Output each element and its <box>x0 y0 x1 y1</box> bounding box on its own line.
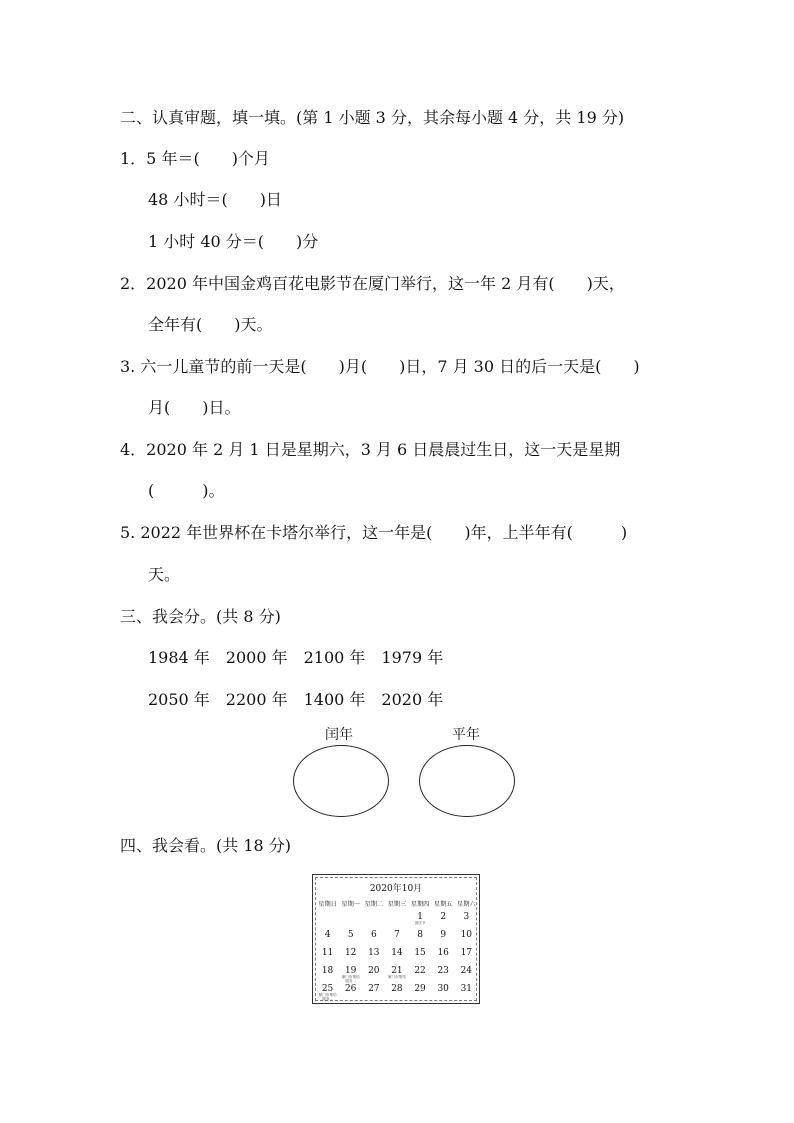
calendar-week-row <box>316 965 478 983</box>
calendar-day <box>339 929 362 947</box>
calendar-day-number: 19 <box>344 966 357 976</box>
calendar-day <box>316 929 339 947</box>
calendar-day-note: 厦门市集结 服务... <box>318 993 337 1001</box>
calendar-title: 2020年10月 <box>369 884 423 894</box>
calendar-day <box>432 965 455 983</box>
calendar-day <box>362 965 385 983</box>
calendar-day <box>409 965 432 983</box>
calendar-weekday: 星期五 <box>433 901 453 908</box>
leap-year-oval <box>293 745 389 817</box>
calendar-day <box>432 929 455 947</box>
calendar-day <box>432 911 455 929</box>
calendar-day <box>339 983 362 1001</box>
calendar-day-number: 15 <box>414 948 426 958</box>
calendar-day-number: 22 <box>414 966 426 976</box>
calendar-day <box>409 983 432 1001</box>
calendar-day-number: 29 <box>414 984 426 994</box>
section3-title: 三、我会分。(共 8 分) <box>120 607 281 626</box>
calendar-day-number: 4 <box>324 930 331 940</box>
q5-line1: 5. 2022 年世界杯在卡塔尔举行，这一年是( )年，上半年有( ) <box>120 523 628 542</box>
calendar-day-number: 5 <box>347 930 354 940</box>
calendar-day-note: 国庆节 <box>414 921 426 925</box>
calendar-day-number: 10 <box>460 930 473 940</box>
section2-title: 二、认真审题，填一填。(第 1 小题 3 分，其余每小题 4 分，共 19 分) <box>120 108 625 127</box>
calendar-week-row <box>316 911 478 929</box>
calendar-day <box>432 983 455 1001</box>
leap-year-label: 闰年 <box>325 727 353 743</box>
calendar-day-number: 2 <box>440 912 447 922</box>
calendar-day <box>316 947 339 965</box>
calendar-day-number: 12 <box>344 948 357 958</box>
years-row1: 1984 年 2000 年 2100 年 1979 年 <box>148 648 444 667</box>
calendar-day-number: 31 <box>460 984 473 994</box>
calendar-day-number: 11 <box>321 948 334 958</box>
calendar-day-number: 17 <box>460 948 473 958</box>
calendar-day <box>385 965 408 983</box>
calendar-day <box>409 911 432 929</box>
calendar-day-number: 25 <box>321 984 334 994</box>
calendar-day <box>385 911 408 929</box>
calendar-day <box>385 983 408 1001</box>
calendar-day-number: 3 <box>463 912 470 922</box>
calendar-week-row <box>316 947 478 965</box>
q4-line1: 4．2020 年 2 月 1 日是星期六，3 月 6 日晨晨过生日，这一天是星期 <box>120 440 621 459</box>
calendar-day-number: 24 <box>460 966 473 976</box>
calendar-day-note: 厦门市集结 ... <box>387 975 406 983</box>
calendar-day-number: 26 <box>344 984 357 994</box>
calendar-day-number: 27 <box>368 984 380 994</box>
calendar-weekday: 星期二 <box>364 901 384 908</box>
calendar-day <box>455 929 478 947</box>
calendar-day <box>432 947 455 965</box>
calendar-day-number: 6 <box>370 930 377 940</box>
calendar-day-note: 厦门市集结 服务... <box>341 975 360 983</box>
calendar-day <box>339 947 362 965</box>
calendar-day <box>362 929 385 947</box>
calendar-day-number: 9 <box>440 930 447 940</box>
calendar-weekday: 星期四 <box>410 901 430 908</box>
calendar-day <box>362 947 385 965</box>
q3-line1: 3. 六一儿童节的前一天是( )月( )日，7 月 30 日的后一天是( ) <box>120 357 640 376</box>
section4-title: 四、我会看。(共 18 分) <box>120 836 292 855</box>
q2-line1: 2．2020 年中国金鸡百花电影节在厦门举行，这一年 2 月有( )天， <box>120 274 625 293</box>
calendar-day <box>455 947 478 965</box>
calendar-day <box>455 983 478 1001</box>
calendar-day <box>362 983 385 1001</box>
calendar-day-number: 16 <box>437 948 449 958</box>
q4-line2: ( )。 <box>148 481 225 500</box>
calendar-week-row <box>316 929 478 947</box>
calendar-day-number: 13 <box>368 948 380 958</box>
calendar-weekday: 星期一 <box>341 901 360 908</box>
calendar-day <box>316 983 339 1001</box>
years-row2: 2050 年 2200 年 1400 年 2020 年 <box>148 690 444 709</box>
calendar-day-number: 8 <box>417 930 423 940</box>
calendar-day <box>339 911 362 929</box>
calendar-day <box>409 947 432 965</box>
calendar-day-number: 7 <box>394 930 400 940</box>
calendar-day-number: 14 <box>391 948 403 958</box>
calendar-day <box>316 911 339 929</box>
calendar-day-number: 20 <box>368 966 380 976</box>
calendar-weekday: 星期六 <box>457 901 476 908</box>
q3-line2: 月( )日。 <box>148 398 241 417</box>
calendar-day <box>455 965 478 983</box>
calendar-day-number: 18 <box>321 966 334 976</box>
q1-line2: 48 小时＝( )日 <box>148 190 282 209</box>
calendar-days <box>316 911 478 1001</box>
calendar-day-number: 30 <box>437 984 449 994</box>
calendar-day <box>409 929 432 947</box>
calendar-day <box>385 929 408 947</box>
calendar-day <box>339 965 362 983</box>
calendar-day <box>362 911 385 929</box>
calendar-day-number: 28 <box>391 984 403 994</box>
q1-line3: 1 小时 40 分＝( )分 <box>148 232 319 251</box>
calendar-day <box>316 965 339 983</box>
calendar-day-number: 21 <box>391 966 403 976</box>
calendar-day <box>385 947 408 965</box>
q1-line1: 1．5 年＝( )个月 <box>120 149 270 168</box>
calendar-weekday: 星期日 <box>318 901 337 908</box>
calendar-day-number: 23 <box>437 966 449 976</box>
calendar-day <box>455 911 478 929</box>
common-year-oval <box>419 745 515 817</box>
q5-line2: 天。 <box>148 565 181 584</box>
calendar <box>312 874 480 1004</box>
calendar-weekday: 星期三 <box>387 901 407 908</box>
calendar-day-number: 1 <box>417 912 423 922</box>
calendar-week-row <box>316 983 478 1001</box>
calendar-weekday-header <box>316 899 478 908</box>
common-year-label: 平年 <box>452 727 480 743</box>
q2-line2: 全年有( )天。 <box>148 315 273 334</box>
